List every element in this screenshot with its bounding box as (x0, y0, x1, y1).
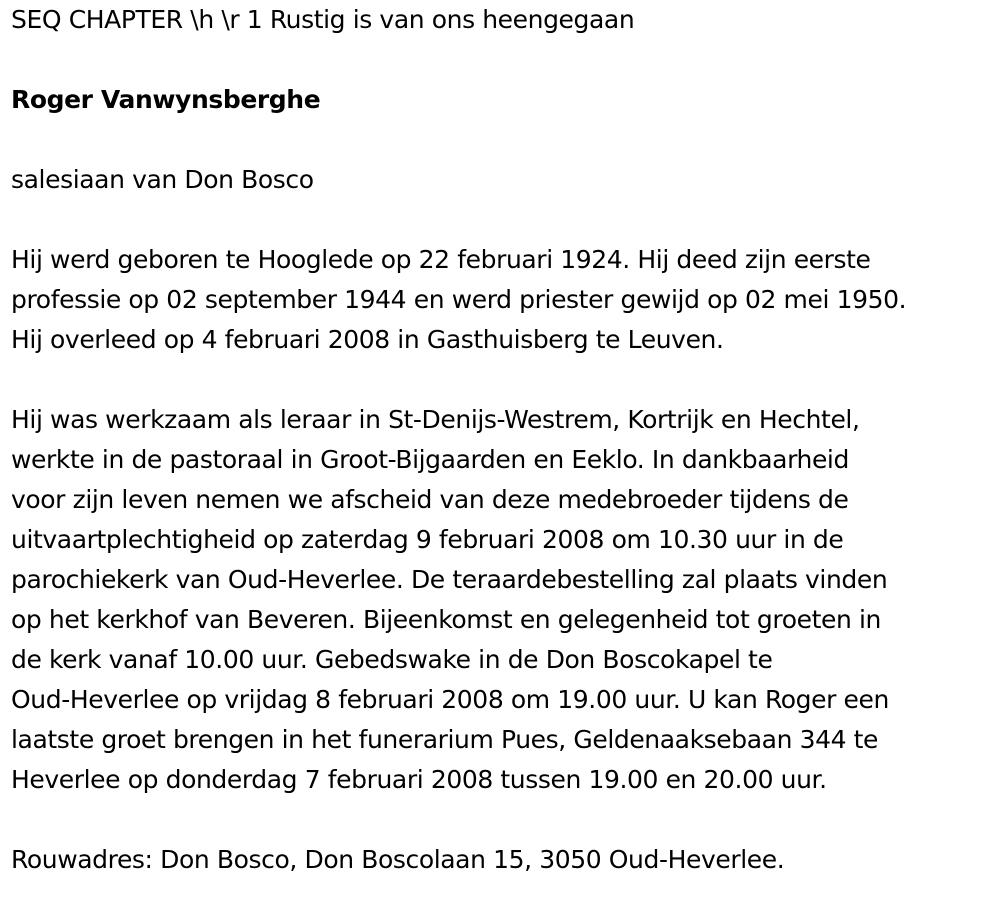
spacer (11, 40, 996, 80)
deceased-name: Roger Vanwynsberghe (11, 85, 321, 114)
paragraph-line: de kerk vanaf 10.00 uur. Gebedswake in de Don Boscokapel te (11, 645, 773, 674)
spacer (11, 800, 996, 840)
paragraph-line: Heverlee op donderdag 7 februari 2008 tussen 19.00 en 20.00 uur. (11, 765, 827, 794)
paragraph-line: Hij overleed op 4 februari 2008 in Gasthuisberg te Leuven. (11, 325, 724, 354)
heading-line: SEQ CHAPTER \h \r 1 Rustig is van ons heengegaan (11, 5, 635, 34)
obituary-document (11, 0, 996, 880)
religious-title: salesiaan van Don Bosco (11, 165, 314, 194)
paragraph-line: Hij was werkzaam als leraar in St-Denijs-Westrem, Kortrijk en Hechtel, (11, 405, 860, 434)
paragraph-line: parochiekerk van Oud-Heverlee. De teraardebestelling zal plaats vinden (11, 565, 888, 594)
paragraph-line: op het kerkhof van Beveren. Bijeenkomst en gelegenheid tot groeten in (11, 605, 881, 634)
paragraph-line: uitvaartplechtigheid op zaterdag 9 februari 2008 om 10.30 uur in de (11, 525, 844, 554)
paragraph-line: laatste groet brengen in het funerarium Pues, Geldenaaksebaan 344 te (11, 725, 879, 754)
paragraph-line: professie op 02 september 1944 en werd priester gewijd op 02 mei 1950. (11, 285, 907, 314)
mourning-address: Rouwadres: Don Bosco, Don Boscolaan 15, 3050 Oud-Heverlee. (11, 845, 785, 874)
spacer (11, 200, 996, 240)
paragraph-line: voor zijn leven nemen we afscheid van deze medebroeder tijdens de (11, 485, 849, 514)
paragraph-line: werkte in de pastoraal in Groot-Bijgaarden en Eeklo. In dankbaarheid (11, 445, 849, 474)
paragraph-line: Oud-Heverlee op vrijdag 8 februari 2008 om 19.00 uur. U kan Roger een (11, 685, 889, 714)
biography-paragraph (11, 240, 996, 360)
spacer (11, 360, 996, 400)
spacer (11, 120, 996, 160)
paragraph-line: Hij werd geboren te Hooglede op 22 februari 1924. Hij deed zijn eerste (11, 245, 871, 274)
ceremony-paragraph (11, 400, 996, 800)
